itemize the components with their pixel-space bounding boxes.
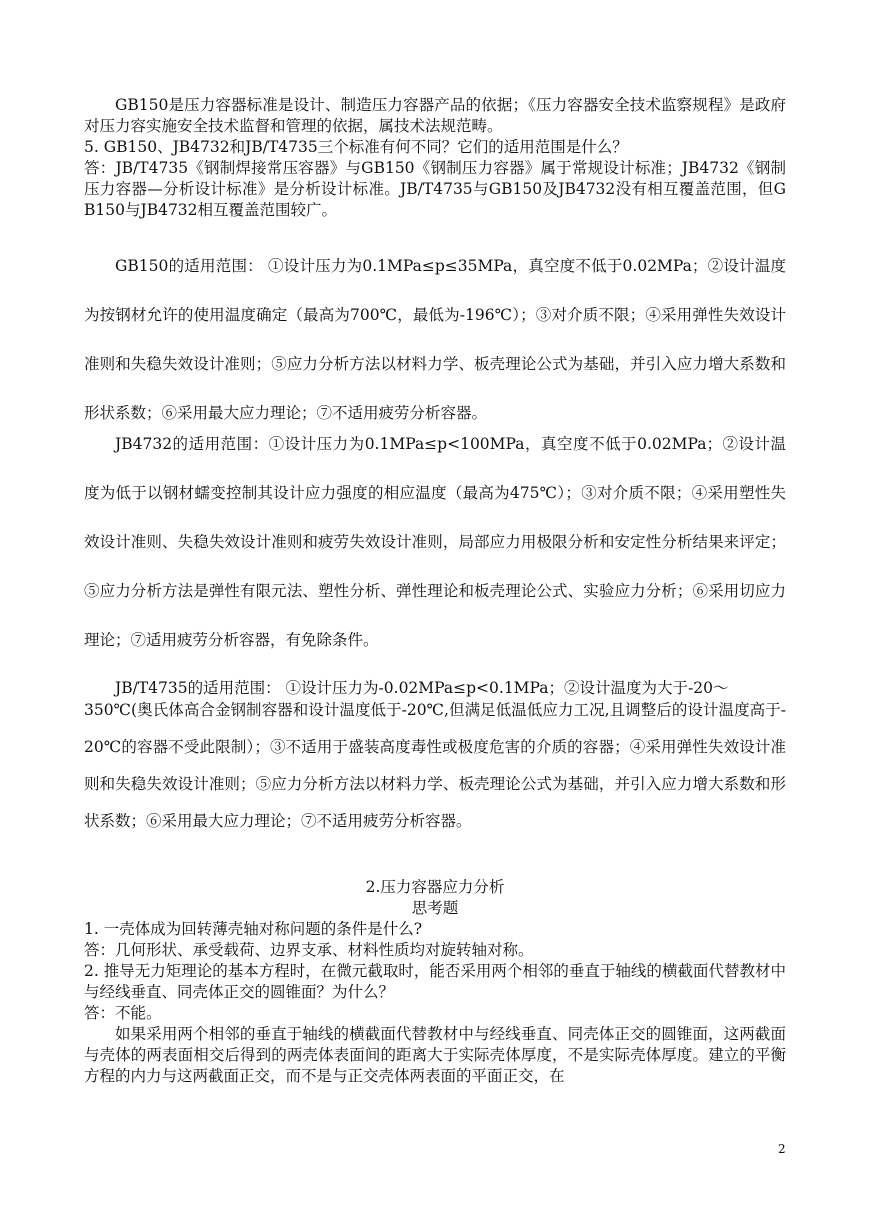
question-5: 5. GB150、JB4732和JB/T4735三个标准有何不同？它们的适用范围是什么？: [84, 138, 628, 156]
paragraph-jb4732-scope: JB4732的适用范围：①设计压力为0.1MPa≤p<100MPa，真空度不低于0.02MPa；②设计温度为低于以钢材蠕变控制其设计应力强度的相应温度（最高为475℃）；③对介质不限；④采用塑性失效设计准则、失稳失效设计准则和疲劳失效设计准则，局部应力用极限分析和安定性分析结果来评定；⑤应力分析方法是弹性有限元法、塑性分析、弹性理论和板壳理论公式、实验应力分析；⑥采用切应力理论；⑦适用疲劳分析容器，有免除条件。: [84, 435, 786, 649]
answer-1: 答：几何形状、承受载荷、边界支承、材料性质均对旋转轴对称。: [84, 941, 534, 959]
answer-2-detail: 如果采用两个相邻的垂直于轴线的横截面代替教材中与经线垂直、同壳体正交的圆锥面，这两截面与壳体的两表面相交后得到的两壳体表面间的距离大于实际壳体厚度，不是实际壳体厚度。建立的平衡方程的内力与这两截面正交，而不是与正交壳体两表面的平面正交，在: [84, 1025, 786, 1085]
page-number: 2: [778, 1142, 786, 1156]
section-title: 2.压力容器应力分析: [365, 878, 505, 896]
paragraph-jbt4735-scope-line1: JB/T4735的适用范围： ①设计压力为-0.02MPa≤p<0.1MPa；②设计温度为大于-20～: [115, 679, 729, 697]
paragraph-jbt4735-scope: 350℃(奥氏体高合金钢制容器和设计温度低于-20℃,但满足低温低应力工况,且调整后的设计温度高于-20℃的容器不受此限制）；③不适用于盛装高度毒性或极度危害的介质的容器；④采用弹性失效设计准则和失稳失效设计准则；⑤应力分析方法以材料力学、板壳理论公式为基础，并引入应力增大系数和形状系数；⑥采用最大应力理论；⑦不适用疲劳分析容器。: [84, 701, 786, 830]
paragraph-standards-basis: GB150是压力容器标准是设计、制造压力容器产品的依据；《压力容器安全技术监察规程》是政府对压力容实施安全技术监督和管理的依据，属技术法规范畴。: [84, 96, 786, 135]
answer-5: 答：JB/T4735《钢制焊接常压容器》与GB150《钢制压力容器》属于常规设计标准；JB4732《钢制压力容器—分析设计标准》是分析设计标准。JB/T4735与GB150及JB4732没有相互覆盖范围，但GB150与JB4732相互覆盖范围较广。: [84, 159, 786, 219]
question-2: 2. 推导无力矩理论的基本方程时，在微元截取时，能否采用两个相邻的垂直于轴线的横截面代替教材中与经线垂直、同壳体正交的圆锥面？为什么？: [84, 962, 786, 1001]
answer-2: 答：不能。: [84, 1004, 162, 1022]
section-subtitle: 思考题: [411, 899, 459, 917]
question-1: 1. 一壳体成为回转薄壳轴对称问题的条件是什么?: [84, 920, 423, 938]
paragraph-gb150-scope: GB150的适用范围： ①设计压力为0.1MPa≤p≤35MPa，真空度不低于0.02MPa；②设计温度为按钢材允许的使用温度确定（最高为700℃，最低为-196℃）；③对介质不限；④采用弹性失效设计准则和失稳失效设计准则；⑤应力分析方法以材料力学、板壳理论公式为基础，并引入应力增大系数和形状系数；⑥采用最大应力理论；⑦不适用疲劳分析容器。: [84, 257, 786, 422]
